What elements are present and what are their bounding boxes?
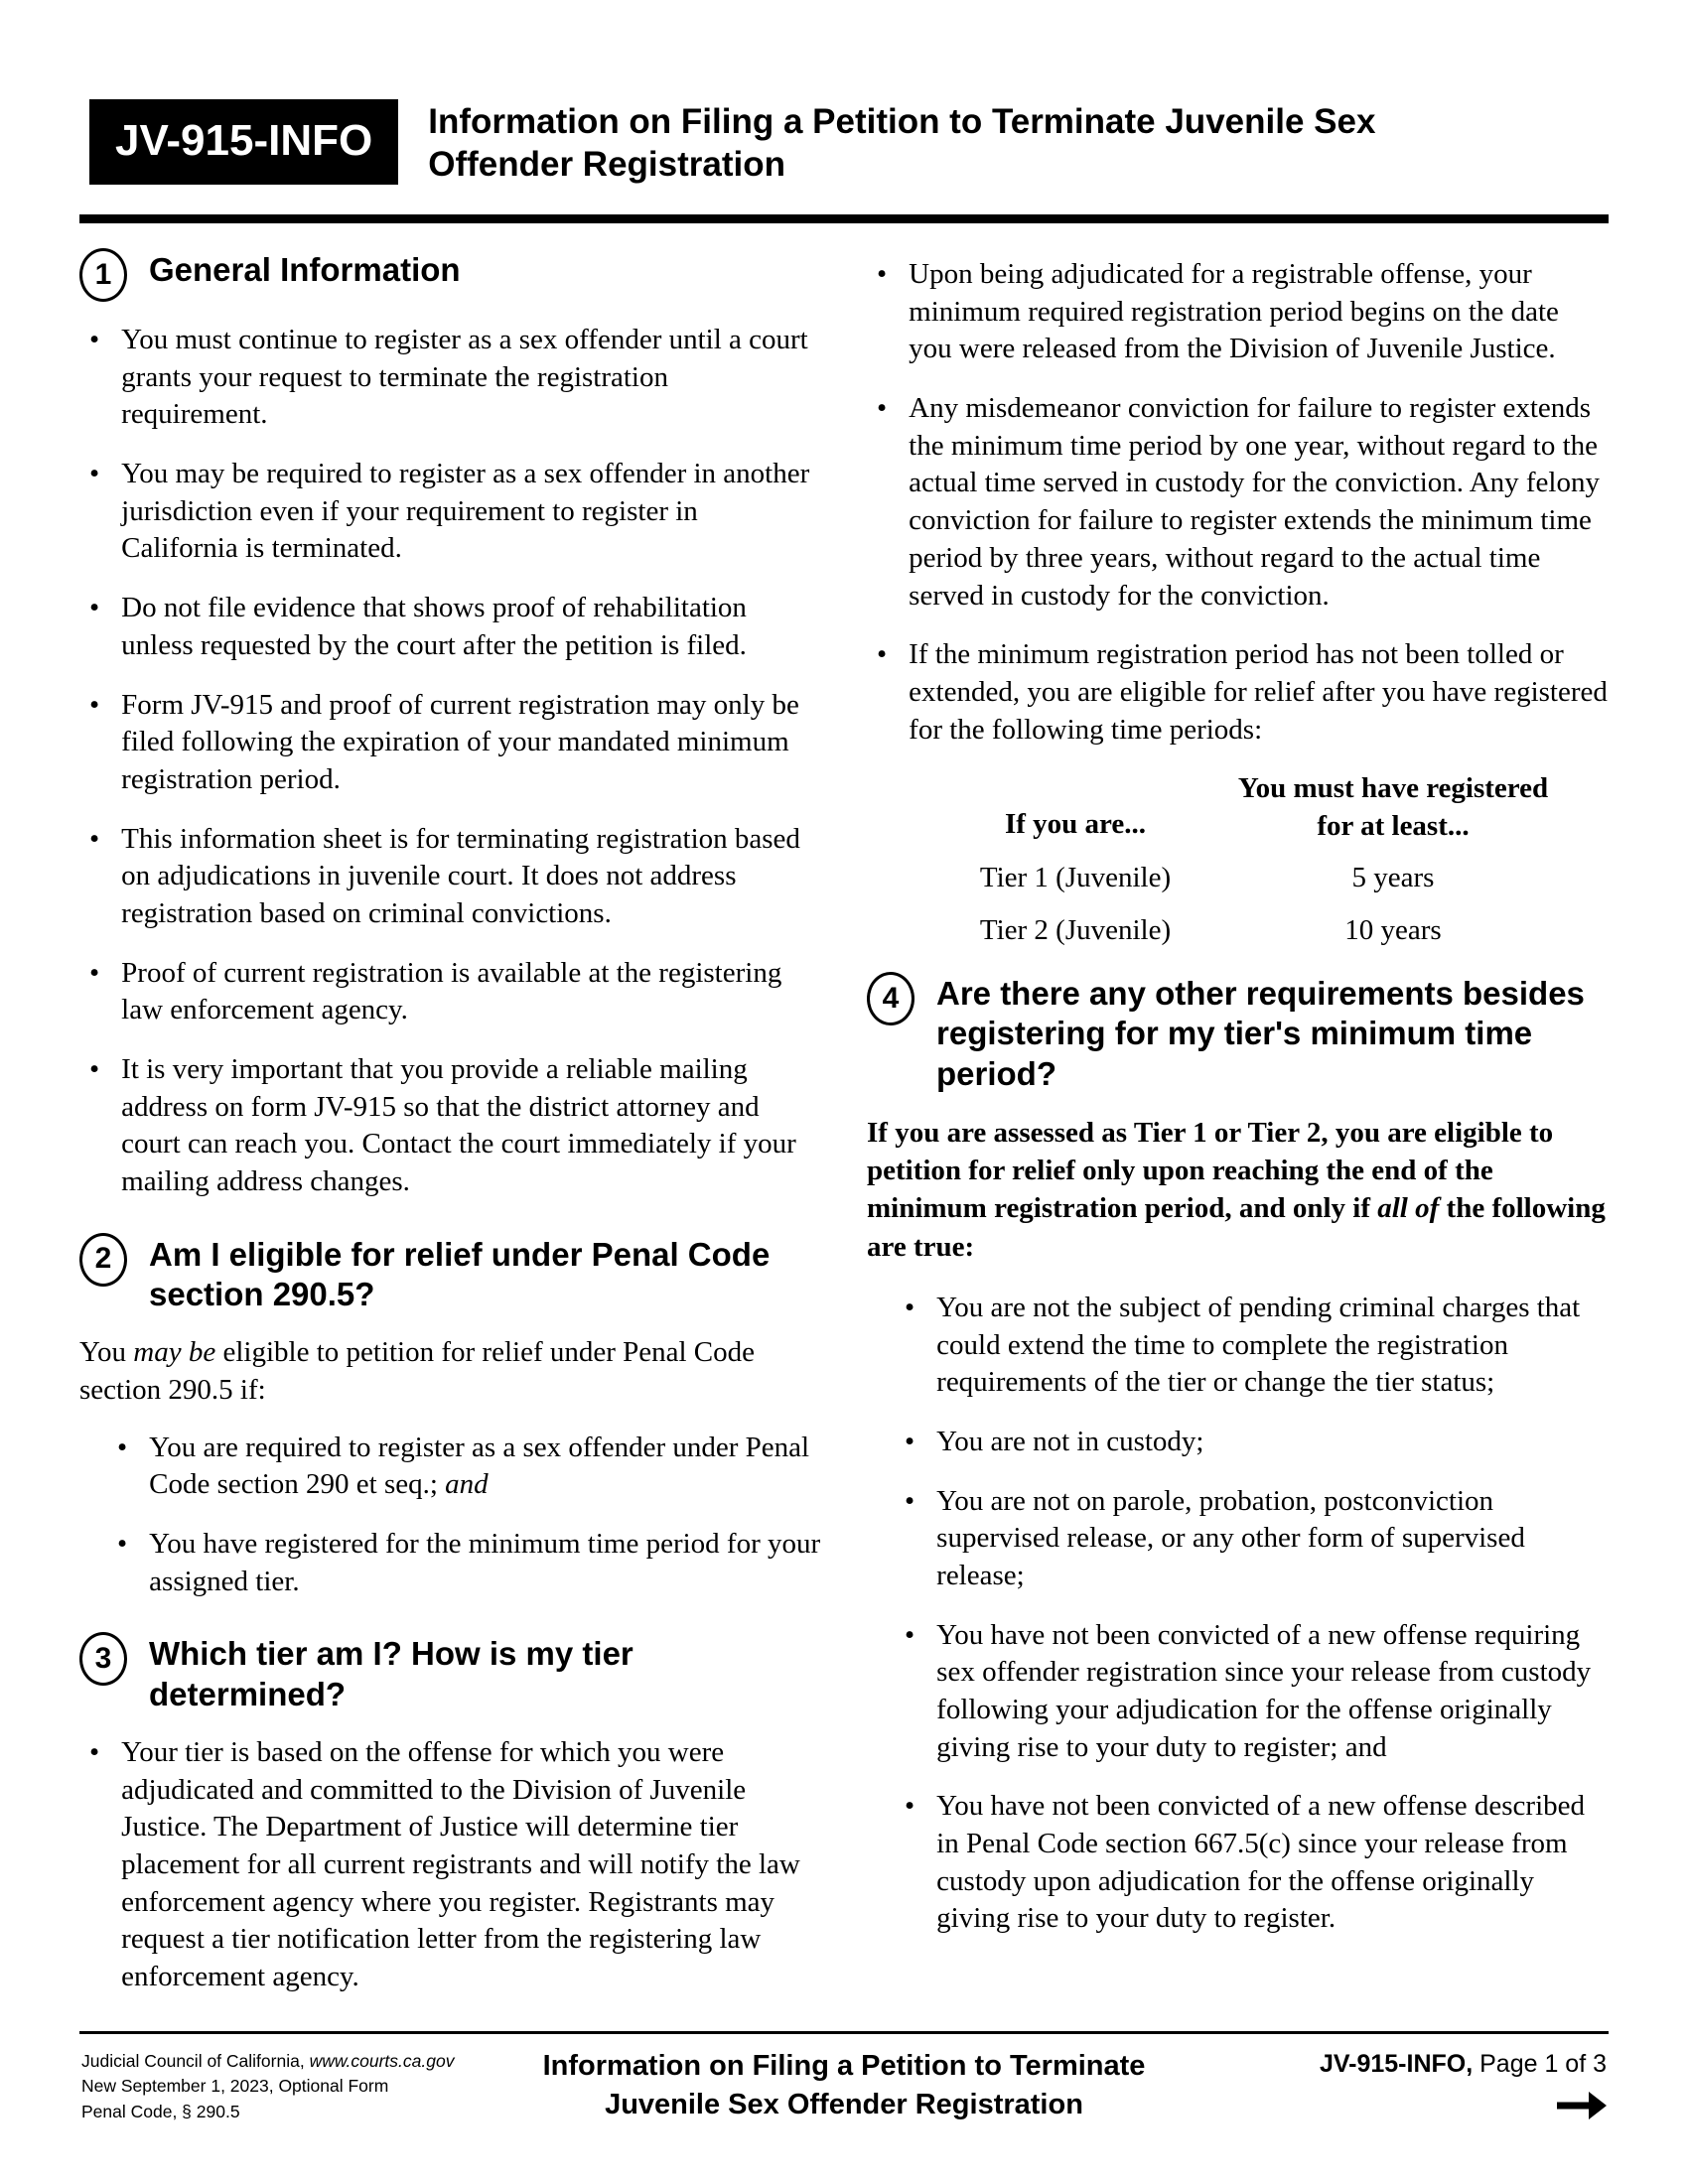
intro-text: If you are assessed as Tier 1 or Tier 2, you are eligible to petition for relief only upon reaching the end of the minimum registration period, and only if [867, 1116, 1554, 1225]
two-column-body [79, 250, 1609, 2018]
list-item [905, 1617, 1609, 1767]
tier-table-header-row [926, 770, 1562, 845]
page-header [89, 99, 1604, 186]
bullet-icon: • [89, 688, 100, 721]
bullet-icon: • [89, 324, 100, 355]
next-page-arrow-icon [1320, 2089, 1607, 2129]
list-item-text: If the minimum registration period has not been tolled or extended, you are eligible for relief after you have registered for the following time periods: [909, 638, 1608, 746]
table-row [926, 860, 1562, 897]
tier-table [926, 770, 1562, 950]
footer-divider [79, 2031, 1609, 2034]
section-2-number: 2 [79, 1233, 127, 1287]
list-item [89, 1734, 821, 1996]
list-item [905, 1290, 1609, 1402]
intro-text-italic: all of [1377, 1192, 1440, 1225]
section-3-heading [79, 1634, 821, 1714]
intro-text: eligible to petition for relief under Penal Code section 290.5 if: [79, 1336, 756, 1406]
list-item-text: You are not on parole, probation, postconviction supervised release, or any other form of supervised release; [936, 1484, 1525, 1591]
form-title: Information on Filing a Petition to Terminate Juvenile Sex Offender Registration [428, 102, 1376, 184]
list-item-text: You must continue to register as a sex offender until a court grants your request to terminate the registration requirement. [121, 324, 808, 431]
tier-table-col2-header: You must have registered for at least... [1237, 772, 1549, 842]
list-item [117, 1526, 821, 1600]
footer-left-block [81, 2049, 454, 2124]
footer-website: www.courts.ca.gov [309, 2051, 455, 2071]
list-item [117, 1430, 821, 1504]
list-item-text: You have registered for the minimum time period for your assigned tier. [149, 1528, 821, 1597]
list-item-text: Upon being adjudicated for a registrable offense, your minimum required registration period begins on the date you were released from the Division of Juvenile Justice. [909, 258, 1559, 365]
list-item-text: Your tier is based on the offense for which you were adjudicated and committed to the Division of Juvenile Justice. The Department of Justice will determine tier placement for all current registrants and will notify the law enforcement agency where you register. Registrants may request a tier notification letter from the registering law enforcement agency. [121, 1735, 800, 1992]
bullet-icon: • [905, 1425, 915, 1457]
period-cell: 5 years [1351, 861, 1435, 893]
section-4-intro [867, 1114, 1609, 1266]
list-item-text: Form JV-915 and proof of current registration may only be filed following the expiration of your mandated minimum registration period. [121, 688, 799, 795]
tier-cell: Tier 1 (Juvenile) [979, 861, 1172, 893]
list-item [89, 322, 821, 434]
footer-publisher-text: Judicial Council of California, [81, 2051, 310, 2071]
list-item [89, 955, 821, 1029]
list-item-text: You are not in custody; [936, 1425, 1204, 1457]
section-1-title: General Information [149, 251, 461, 288]
list-item-text: You have not been convicted of a new offense described in Penal Code section 667.5(c) since your release from custody upon adjudication for the offense originally giving rise to your duty to register. [936, 1790, 1585, 1935]
header-divider [79, 214, 1609, 223]
table-row [926, 912, 1562, 950]
list-item [89, 1051, 821, 1201]
intro-text: the following are true: [867, 1192, 1606, 1263]
bullet-icon: • [877, 392, 888, 425]
intro-text: You [79, 1336, 134, 1369]
list-item-text: You are not the subject of pending criminal charges that could extend the time to complete the registration requirements of the tier or change the tier status; [936, 1291, 1581, 1399]
section-4-title: Are there any other requirements besides registering for my tier's minimum time period? [936, 975, 1585, 1092]
list-item-text: Any misdemeanor conviction for failure to register extends the minimum time period by one year, without regard to the actual time served in custody for the conviction. Any felony conviction for failure to register extends the minimum time period by three years, without regard to the actual time served in custody for the conviction. [909, 392, 1600, 612]
section-3-title: Which tier am I? How is my tier determined? [149, 1635, 633, 1712]
list-item-text-italic: and [445, 1468, 489, 1501]
list-item [905, 1424, 1609, 1461]
period-cell: 10 years [1344, 914, 1442, 947]
footer-statute: Penal Code, § 290.5 [81, 2101, 240, 2121]
footer-form-number: JV-915-INFO, [1319, 2050, 1474, 2078]
list-item-text: This information sheet is for terminating registration based on adjudications in juvenile court. It does not address registration based on criminal convictions. [121, 822, 800, 929]
bullet-icon: • [117, 1431, 128, 1463]
list-item [877, 636, 1609, 749]
bullet-icon: • [89, 458, 100, 490]
footer-right-block [1320, 2049, 1607, 2129]
list-item-text: You have not been convicted of a new offense requiring sex offender registration since your release from custody following your adjudication for the offense originally giving rise to your duty to register; and [936, 1618, 1592, 1763]
list-item-text: You may be required to register as a sex offender in another jurisdiction even if your requirement to register in California is terminated. [121, 458, 810, 565]
bullet-icon: • [877, 258, 888, 290]
list-item [89, 590, 821, 664]
bullet-icon: • [89, 822, 100, 855]
bullet-icon: • [905, 1618, 915, 1651]
right-column [867, 250, 1609, 2018]
list-item-text: Proof of current registration is available at the registering law enforcement agency. [121, 956, 782, 1026]
list-item [89, 456, 821, 568]
list-item [89, 687, 821, 799]
list-item [877, 256, 1609, 368]
list-item-text [149, 1430, 821, 1504]
footer-publisher [81, 2049, 454, 2074]
section-2-title: Am I eligible for relief under Penal Code section 290.5? [149, 1235, 771, 1312]
bullet-icon: • [89, 1735, 100, 1768]
form-number-badge: JV-915-INFO [89, 99, 398, 185]
section-3-number: 3 [79, 1632, 127, 1686]
bullet-icon: • [89, 592, 100, 624]
tier-cell: Tier 2 (Juvenile) [979, 914, 1172, 947]
footer-page-number: Page 1 of 3 [1473, 2050, 1607, 2078]
section-4-heading [867, 974, 1609, 1094]
list-item-text-main: You are required to register as a sex offender under Penal Code section 290 et seq.; [149, 1431, 810, 1501]
list-item [89, 821, 821, 933]
left-column [79, 250, 821, 2018]
section-1-number: 1 [79, 248, 127, 302]
bullet-icon: • [905, 1291, 915, 1323]
footer-page-info [1320, 2049, 1607, 2079]
section-1-heading [79, 250, 821, 302]
bullet-icon: • [877, 638, 888, 671]
tier-table-col1-header: If you are... [1004, 807, 1147, 840]
list-item-text: It is very important that you provide a reliable mailing address on form JV-915 so that the district attorney and court can reach you. Contact the court immediately if your mailing address changes. [121, 1053, 796, 1198]
list-item [905, 1788, 1609, 1938]
section-4-number: 4 [867, 972, 914, 1025]
section-2-intro [79, 1334, 821, 1409]
footer-revision: New September 1, 2023, Optional Form [81, 2076, 389, 2097]
bullet-icon: • [89, 1053, 100, 1085]
bullet-icon: • [89, 956, 100, 989]
intro-text-italic: may be [133, 1336, 216, 1369]
list-item [905, 1483, 1609, 1595]
list-item [877, 390, 1609, 614]
bullet-icon: • [905, 1484, 915, 1517]
bullet-icon: • [117, 1528, 128, 1560]
list-item-text: Do not file evidence that shows proof of rehabilitation unless requested by the court after the petition is filed. [121, 592, 747, 661]
bullet-icon: • [905, 1790, 915, 1823]
footer-title: Information on Filing a Petition to Terminate Juvenile Sex Offender Registration [542, 2050, 1146, 2121]
section-2-heading [79, 1235, 821, 1315]
